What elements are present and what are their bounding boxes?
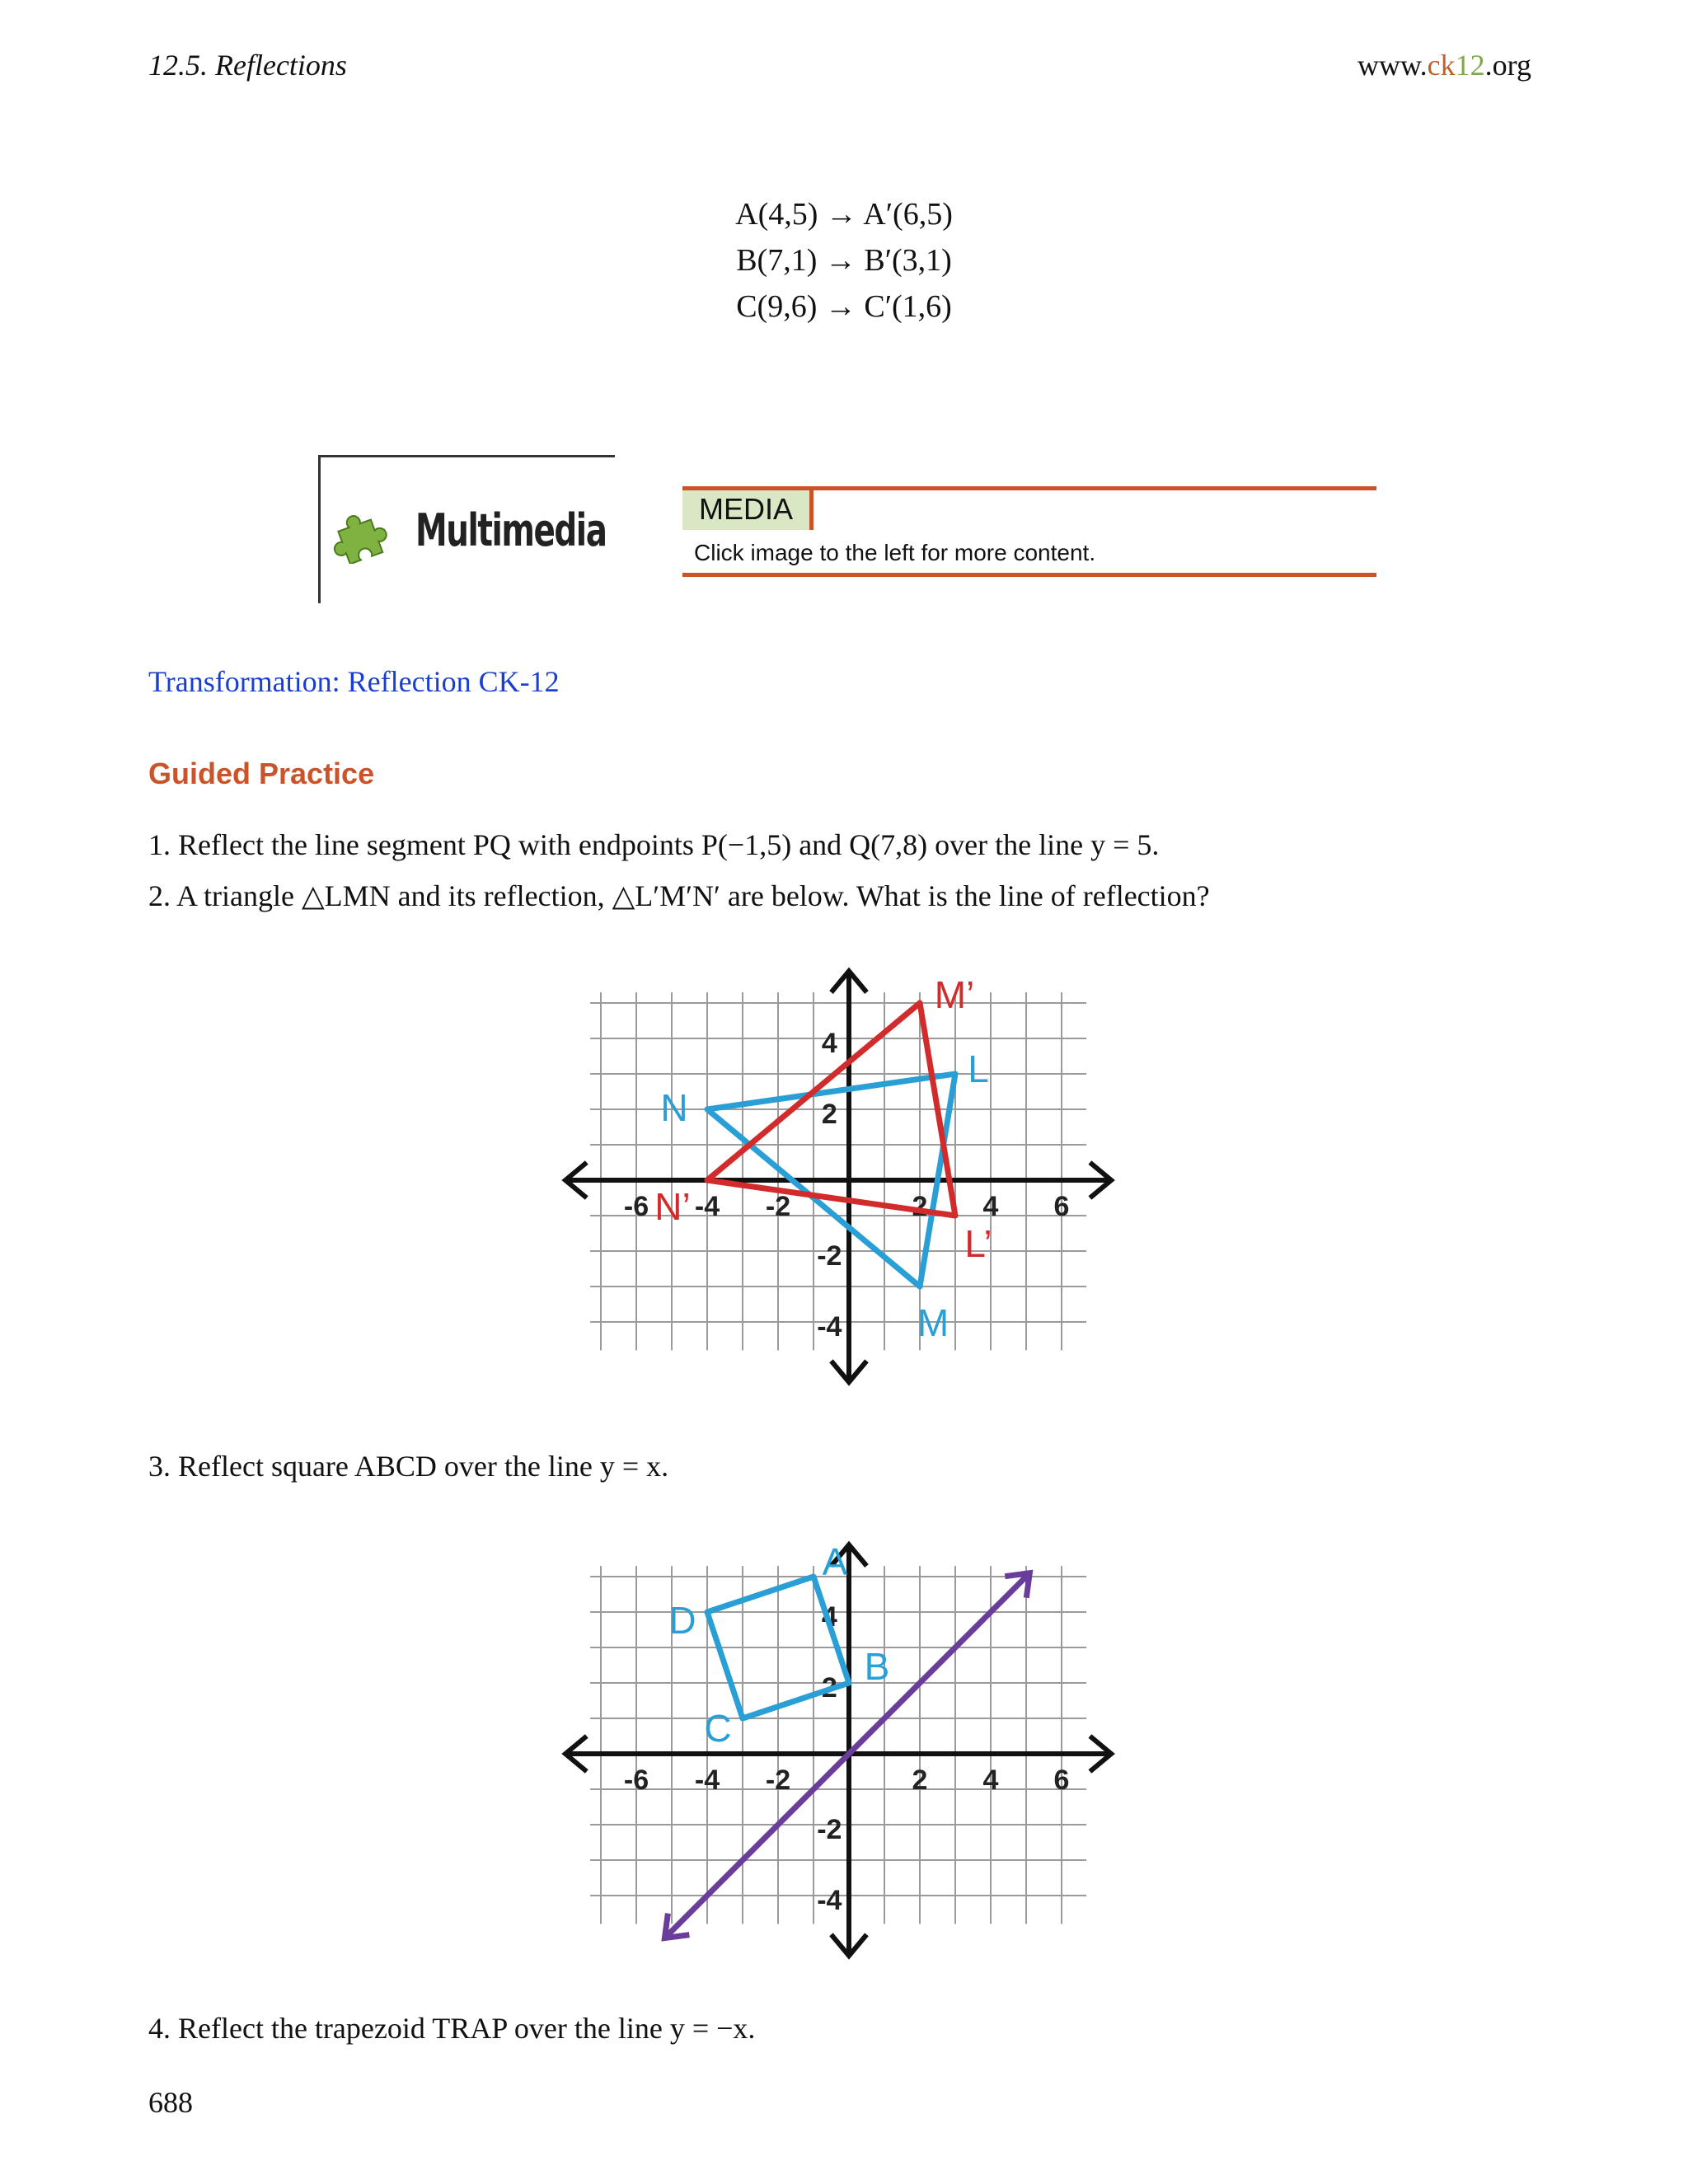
x-tick-label: 4 xyxy=(982,1765,999,1796)
mapping-equations xyxy=(0,191,1688,330)
y-tick-label: 4 xyxy=(821,1601,837,1633)
x-tick-label: -6 xyxy=(623,1765,649,1796)
question-3: 3. Reflect square ABCD over the line y = x. xyxy=(148,1450,669,1483)
x-tick-label: 2 xyxy=(912,1191,928,1222)
media-callout xyxy=(682,486,1376,577)
y-tick-label: -4 xyxy=(817,1885,842,1917)
x-tick-label: -4 xyxy=(694,1765,720,1796)
label-n-prime: N’ xyxy=(654,1185,691,1228)
mapping-b: B(7,1) → B′(3,1) xyxy=(736,243,952,278)
x-tick-label: -4 xyxy=(694,1191,720,1222)
x-tick-label: 4 xyxy=(982,1191,999,1222)
y-tick-label: -2 xyxy=(817,1240,842,1272)
guided-practice-heading: Guided Practice xyxy=(148,757,375,790)
label-d: D xyxy=(668,1599,696,1642)
square-reflection-graph xyxy=(560,1521,1121,1966)
x-tick-label: 6 xyxy=(1053,1765,1070,1796)
label-l: L xyxy=(968,1047,989,1090)
x-tick-label: 6 xyxy=(1053,1191,1070,1222)
y-tick-label: -4 xyxy=(817,1311,842,1343)
x-tick-label: -2 xyxy=(765,1191,791,1222)
y-tick-label: 4 xyxy=(821,1028,837,1060)
label-c: C xyxy=(704,1707,732,1750)
question-4: 4. Reflect the trapezoid TRAP over the line y = −x. xyxy=(148,2012,756,2045)
label-n: N xyxy=(660,1086,688,1129)
multimedia-label: Multimedia xyxy=(415,504,606,556)
multimedia-thumbnail[interactable] xyxy=(318,455,615,603)
x-tick-label: 2 xyxy=(912,1765,928,1796)
mapping-a: A(4,5) → A′(6,5) xyxy=(735,197,953,232)
triangle-reflection-graph xyxy=(560,948,1121,1393)
question-2: 2. A triangle △LMN and its reflection, △L′M′N′ are below. What is the line of reflection? xyxy=(148,879,1210,912)
label-a: A xyxy=(822,1540,848,1583)
reflection-video-link[interactable]: Transformation: Reflection CK-12 xyxy=(148,665,560,698)
label-m: M xyxy=(917,1301,950,1344)
media-tag: MEDIA xyxy=(682,490,814,530)
y-tick-label: 2 xyxy=(821,1099,837,1131)
label-b: B xyxy=(864,1645,890,1688)
media-text: Click image to the left for more content. xyxy=(694,540,1096,565)
puzzle-icon xyxy=(331,498,397,564)
header-section-title: 12.5. Reflections xyxy=(148,49,347,82)
x-tick-label: -2 xyxy=(765,1765,791,1796)
mapping-c: C(9,6) → C′(1,6) xyxy=(736,289,952,324)
header-site-link[interactable]: www.ck12.org xyxy=(1357,49,1531,82)
y-tick-label: 2 xyxy=(821,1672,837,1704)
label-m-prime: M’ xyxy=(934,973,975,1016)
question-1: 1. Reflect the line segment PQ with endpoints P(−1,5) and Q(7,8) over the line y = 5. xyxy=(148,828,1160,861)
page-number: 688 xyxy=(148,2086,193,2119)
y-tick-label: -2 xyxy=(817,1814,842,1846)
label-l-prime: L’ xyxy=(964,1222,992,1265)
x-tick-label: -6 xyxy=(623,1191,649,1222)
